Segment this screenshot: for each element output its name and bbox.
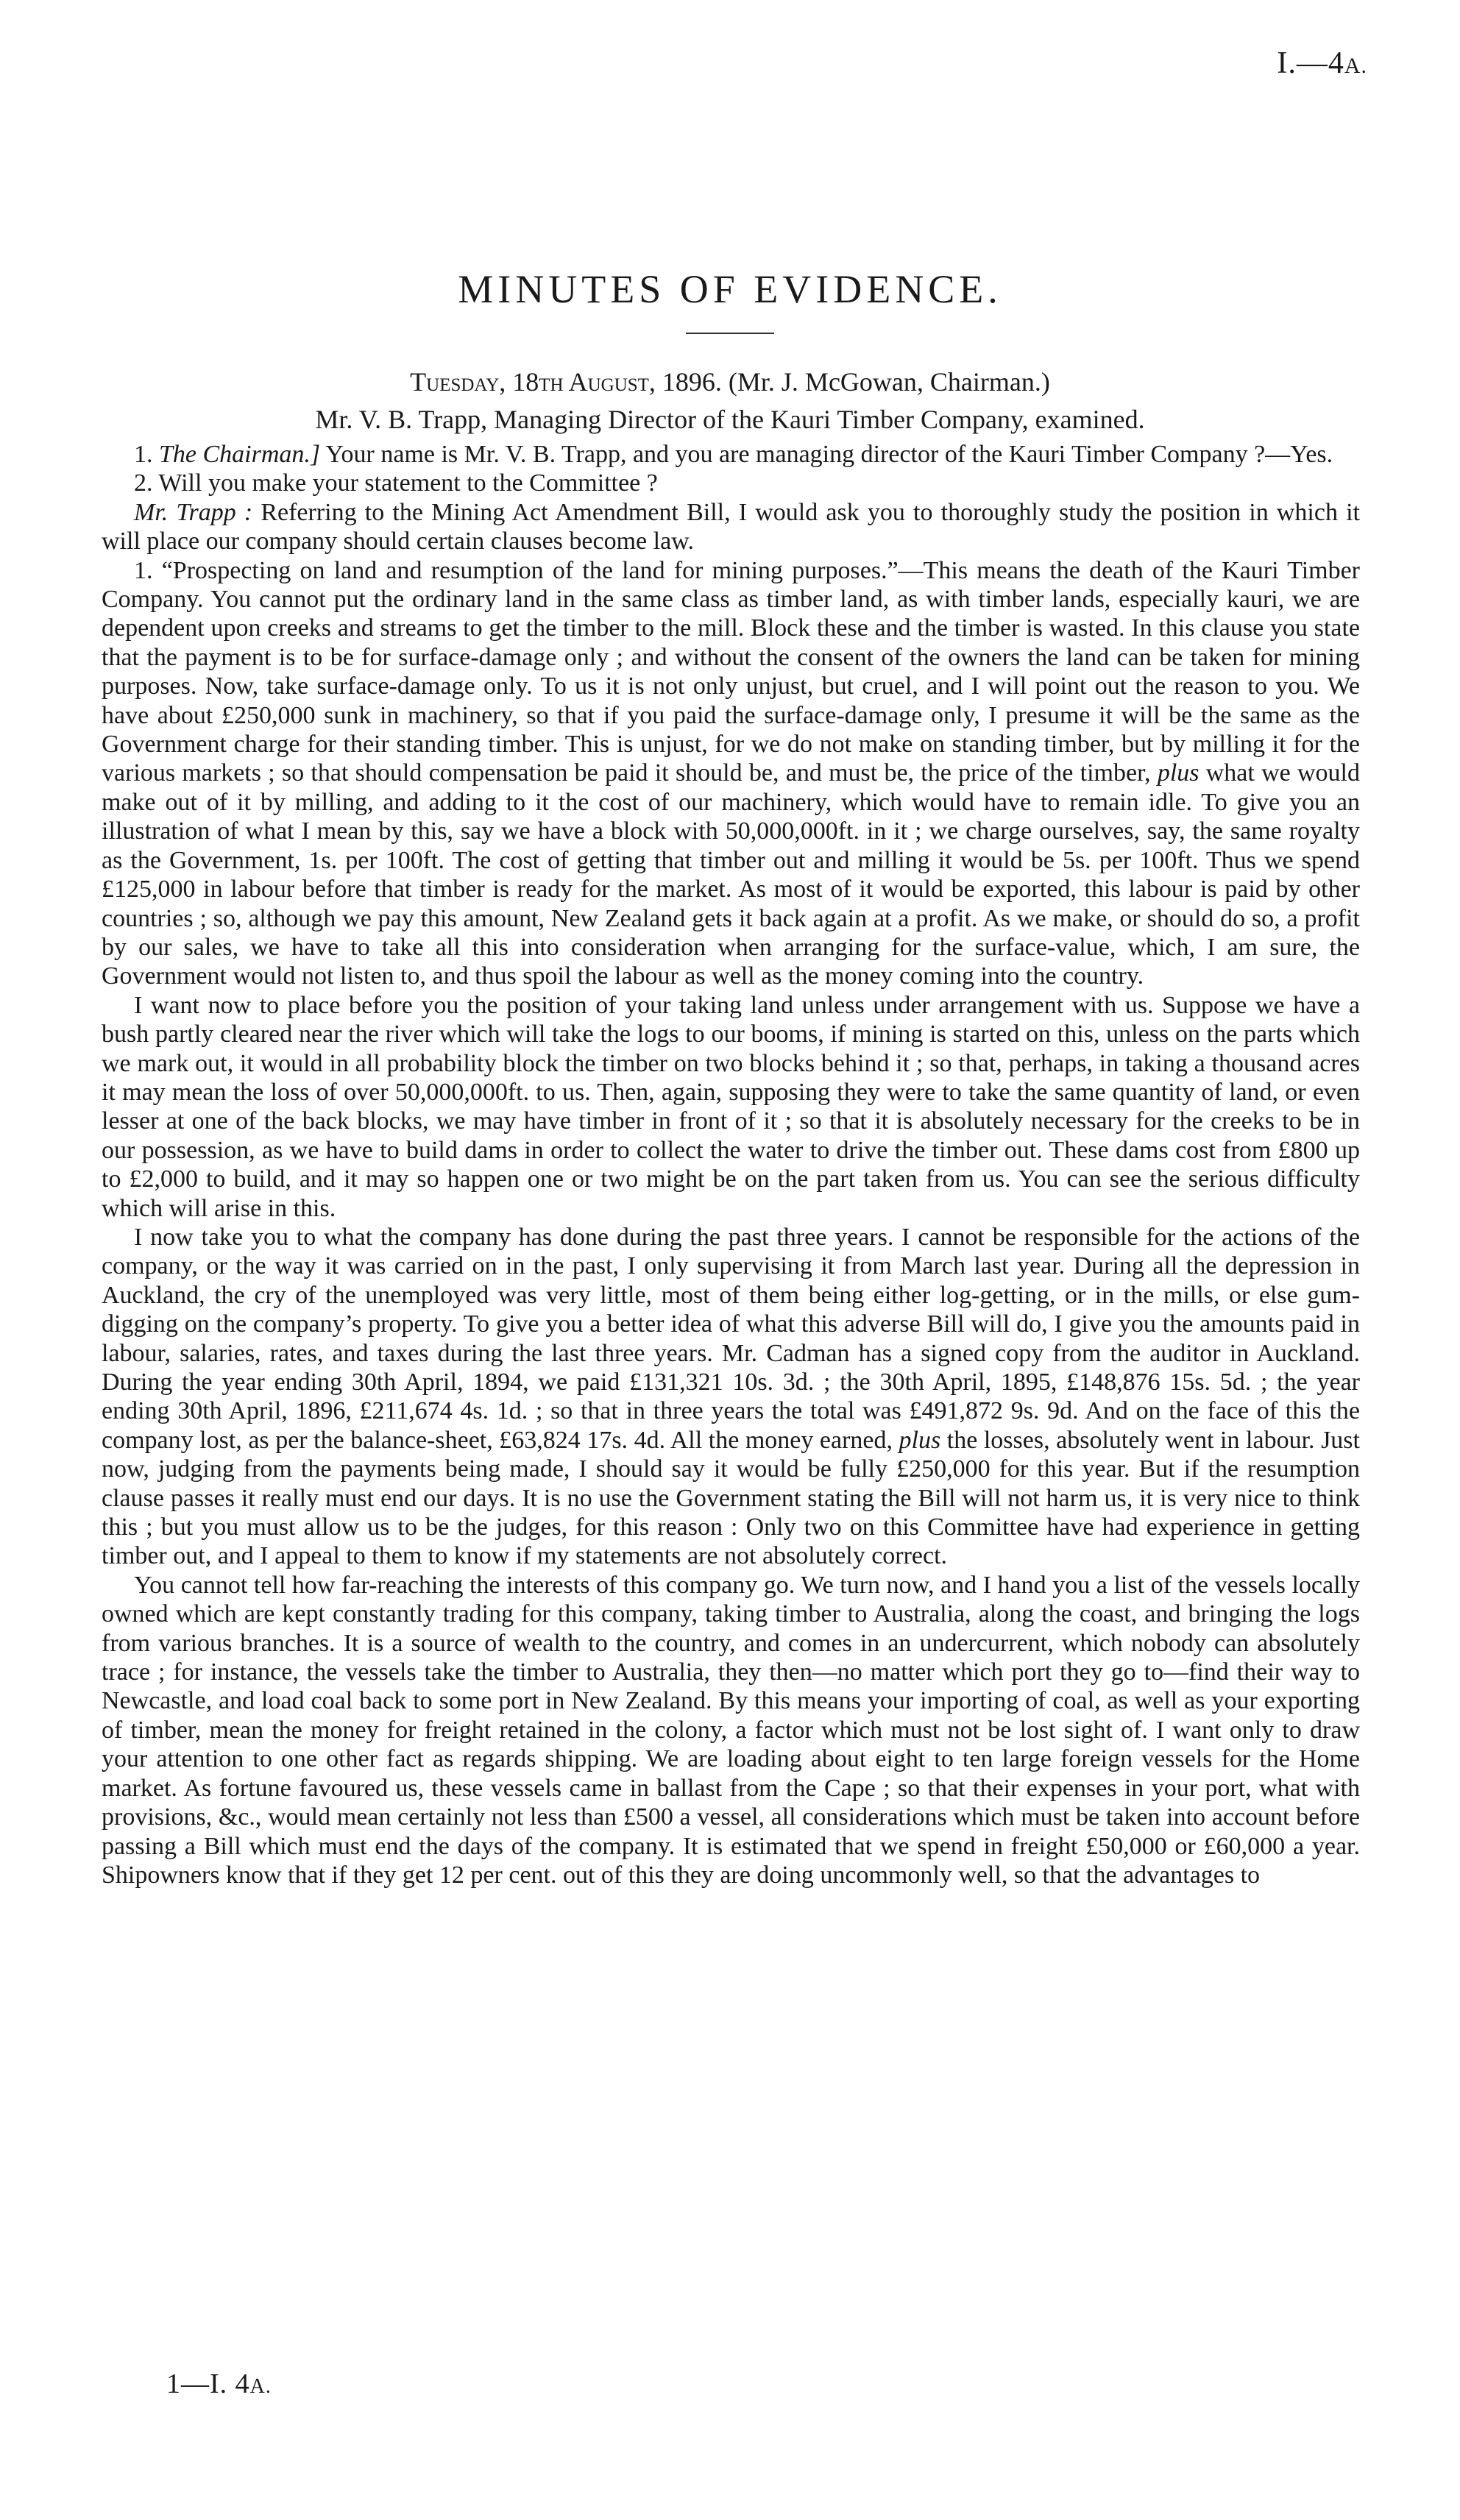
speaker-chairman: The Chairman.]: [159, 441, 321, 468]
signature-main: 1—I. 4: [166, 2368, 250, 2399]
page-reference: [1277, 46, 1367, 81]
signature-mark: [166, 2368, 272, 2400]
paragraph-shipping: You cannot tell how far-reaching the interests of this company go. We turn now, and I hand you a list of the vessels locally owned which are kept constantly trading for this company, taking timber to Australia, along the coast, and bringing the logs from various branches. It is a source of wealth to the country, and comes in an undercurrent, which nobody can absolutely trace ; for instance, the vessels take the timber to Australia, they then—no matter which port they go to—find their way to Newcastle, and load coal back to some port in New Zealand. By this means your importing of coal, as well as your exporting of timber, mean the money for freight retained in the colony, a factor which must not be lost sight of. I want only to draw your attention to one other fact as regards shipping. We are loading about eight to ten large foreign vessels for the Home market. As fortune favoured us, these vessels came in ballast from the Cape ; so that their expenses in your port, what with provisions, &c., would mean certainly not less than £500 a vessel, all considerations which must be taken into account before passing a Bill which must end the days of the company. It is estimated that we spend in freight £50,000 or £60,000 a year. Shipowners know that if they get 12 per cent. out of this they are doing uncommonly well, so that the advantages to: [102, 1571, 1360, 1889]
paragraph-company-record: [102, 1223, 1360, 1571]
paragraph-question-1: [102, 440, 1360, 469]
session-date: Tuesday, 18th August, 1896.: [410, 367, 722, 397]
minutes-body: [102, 440, 1360, 1889]
company-record-text-b: the losses, absolutely went in labour. Just now, judging from the payments being made, I should say it would be fully £250,000 for this year. But if the resumption clause passes it really must end our days. It is no use the Government stating the Bill will not harm us, it is very nice to think this ; but you must allow us to be the judges, for this reason : Only two on this Committee have had experience in getting timber out, and I appeal to them to know if my statements are not absolutely correct.: [102, 1426, 1360, 1570]
session-chair: (Mr. J. McGowan, Chairman.): [728, 367, 1050, 397]
document-title: MINUTES OF EVIDENCE.: [458, 267, 1002, 311]
emphasis-plus: plus: [1157, 759, 1199, 787]
trapp-intro-text: Referring to the Mining Act Amendment Bill, I would ask you to thoroughly study the position in which it will place our company should certain clauses become law.: [102, 498, 1360, 556]
paragraph-prospecting: [102, 556, 1360, 991]
prospecting-text-b: what we would make out of it by milling, and adding to it the cost of our machinery, which would have to remain idle. To give you an illustration of what I mean by this, say we have a block with 50,000,000ft. in it ; we charge ourselves, say, the same royalty as the Government, 1s. per 100ft. The cost of getting that timber out and milling it would be 5s. per 100ft. Thus we spend £125,000 in labour before that timber is ready for the market. As most of it would be exported, this labour is paid by other countries ; so, although we pay this amount, New Zealand gets it back again at a profit. As we make, or should do so, a profit by our sales, we have to take all this into consideration when arranging for the surface-value, which, I am sure, the Government would not listen to, and thus spoil the labour as well as the money coming into the country.: [102, 759, 1360, 990]
question-number: 1.: [134, 441, 159, 468]
page-reference-main: I.—4: [1277, 46, 1344, 80]
page-reference-suffix: A.: [1344, 54, 1367, 78]
title-divider: [686, 333, 774, 334]
paragraph-taking-land: I want now to place before you the position of your taking land unless under arrangement with us. Suppose we have a bush partly cleared near the river which will take the logs to our booms, if mining is started on this, unless on the parts which we mark out, it would in all probability block the timber on two blocks behind it ; so that, perhaps, in taking a thousand acres it may mean the loss of over 50,000,000ft. to us. Then, again, supposing they were to take the same quantity of land, or even lesser at one of the back blocks, we may have timber in front of it ; so that it is absolutely necessary for the creeks to be in our possession, as we have to build dams in order to collect the water to drive the timber out. These dams cost from £800 up to £2,000 to build, and it may so happen one or two might be on the part taken from us. You can see the serious difficulty which will arise in this.: [102, 991, 1360, 1222]
paragraph-question-2: 2. Will you make your statement to the Committee ?: [134, 469, 658, 497]
witness-line: Mr. V. B. Trapp, Managing Director of the Kauri Timber Company, examined.: [315, 405, 1145, 434]
emphasis-plus: plus: [899, 1426, 941, 1454]
session-heading: [0, 366, 1460, 397]
prospecting-text-a: 1. “Prospecting on land and resumption of the land for mining purposes.”—This means the death of the Kauri Timber Company. You cannot put the ordinary land in the same class as timber land, as with timber lands, especially kauri, we are dependent upon creeks and streams to get the timber to the mill. Block these and the timber is wasted. In this clause you state that the payment is to be for surface-damage only ; and without the consent of the owners the land can be taken for mining purposes. Now, take surface-damage only. To us it is not only unjust, but cruel, and I will point out the reason to you. We have about £250,000 sunk in machinery, so that if you paid the surface-damage only, I presume it will be the same as the Government charge for their standing timber. This is unjust, for we do not make on standing timber, but by milling it for the various markets ; so that should compensation be paid it should be, and must be, the price of the timber,: [102, 556, 1360, 787]
speaker-trapp: Mr. Trapp :: [134, 498, 253, 526]
signature-suffix: A.: [249, 2375, 272, 2398]
question-1-text: Your name is Mr. V. B. Trapp, and you are managing director of the Kauri Timber Company ?—Yes.: [320, 441, 1333, 468]
paragraph-trapp-intro: [102, 498, 1360, 556]
company-record-text-a: I now take you to what the company has done during the past three years. I cannot be responsible for the actions of the company, or the way it was carried on in the past, I only supervising it from March last year. During all the depression in Auckland, the cry of the unemployed was very little, most of them being either log-getting, or in the mills, or else gum-digging on the company’s property. To give you a better idea of what this adverse Bill will do, I give you the amounts paid in labour, salaries, rates, and taxes during the last three years. Mr. Cadman has a signed copy from the auditor in Auckland. During the year ending 30th April, 1894, we paid £131,321 10s. 3d. ; the 30th April, 1895, £148,876 15s. 5d. ; the year ending 30th April, 1896, £211,674 4s. 1d. ; so that in three years the total was £491,872 9s. 9d. And on the face of this the company lost, as per the balance-sheet, £63,824 17s. 4d. All the money earned,: [102, 1223, 1360, 1454]
